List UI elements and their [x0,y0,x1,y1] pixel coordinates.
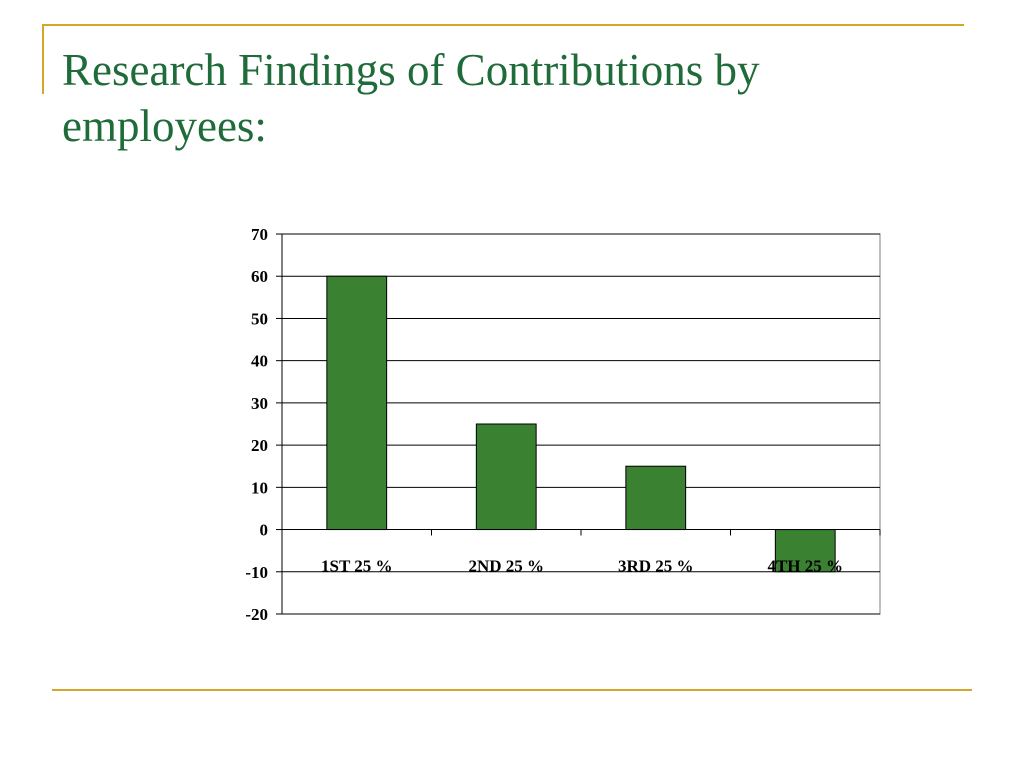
x-category-label: 4TH 25 % [767,556,844,576]
y-tick-label: 60 [251,267,268,287]
y-tick-label: -10 [245,562,268,582]
bar [327,276,387,529]
x-category-label: 1ST 25 % [321,556,393,576]
y-tick-label: -20 [245,605,268,624]
bottom-accent-line [52,689,972,691]
y-tick-label: 70 [251,225,268,244]
bar [476,424,536,530]
y-tick-label: 0 [259,520,268,540]
bar [626,466,686,529]
y-tick-label: 20 [251,436,268,456]
y-tick-label: 30 [251,393,268,413]
y-tick-label: 40 [251,351,268,371]
slide-title: Research Findings of Contributions by employees: [62,45,760,151]
x-category-label: 3RD 25 % [617,556,694,576]
y-tick-label: 50 [251,309,268,329]
x-category-label: 2ND 25 % [468,556,545,576]
y-tick-label: 10 [251,478,268,498]
